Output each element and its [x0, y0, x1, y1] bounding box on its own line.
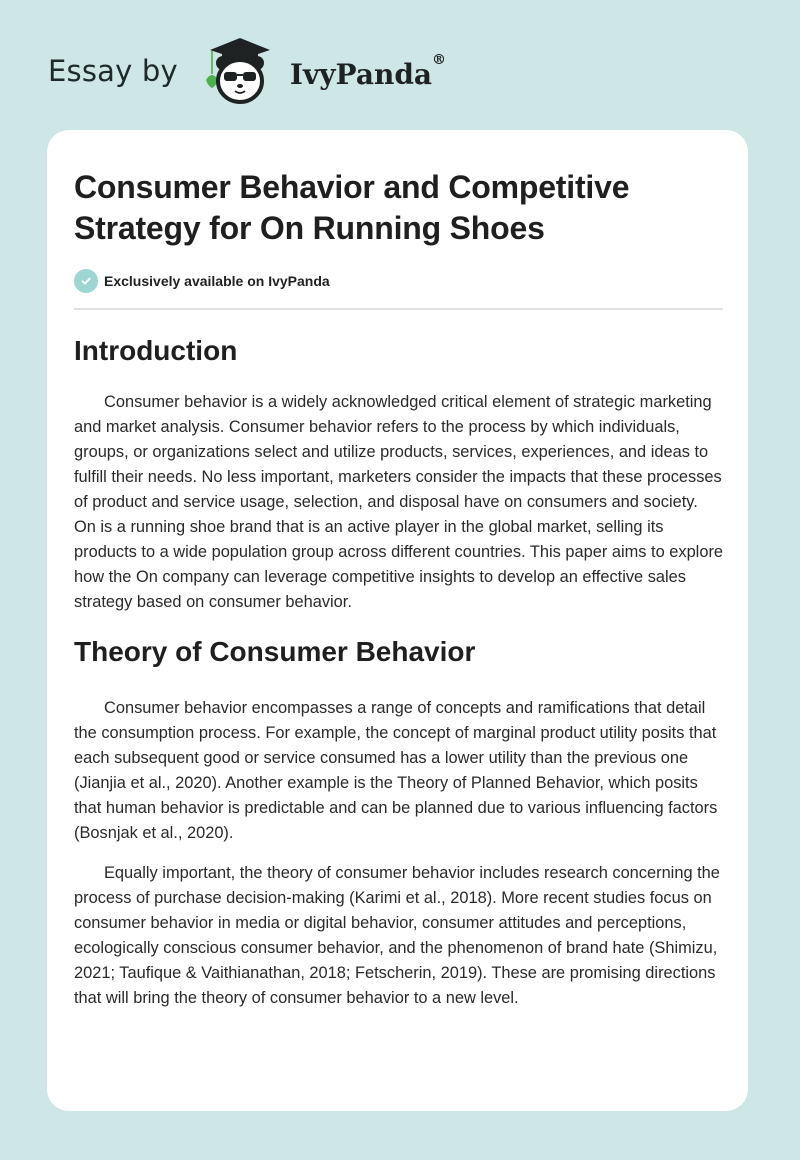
essay-by-label: Essay by: [48, 54, 178, 88]
essay-card: [47, 130, 748, 1111]
paragraph: Consumer behavior encompasses a range of concepts and ramifications that detail the consumption process. For example, the concept of marginal product utility posits that each subsequent good or service consumed has a lower utility than the previous one (Jianjia et al., 2020). Another example is the Theory of Planned Behavior, which posits that human behavior is predictable and can be planned due to various influencing factors (Bosnjak et al., 2020).: [74, 699, 718, 842]
paragraph: Consumer behavior is a widely acknowledged critical element of strategic marketing and market analysis. Consumer behavior refers to the process by which individuals, groups, or organizations select and utilize products, services, experiences, and ideas to fulfill their needs. No less important, marketers consider the impacts that these processes of product and service usage, selection, and disposal have on consumers and society. On is a running shoe brand that is an active player in the global market, selling its products to a wide population group across different countries. This paper aims to explore how the On company can leverage competitive insights to develop an effective sales strategy based on consumer behavior.: [74, 393, 724, 611]
brand-name-text: IvyPanda: [289, 57, 433, 91]
section-introduction: [74, 334, 723, 615]
exclusive-badge: [74, 268, 723, 294]
section-theory-of-consumer-behavior: [74, 635, 723, 1011]
essay-title: Consumer Behavior and Competitive Strategy for On Running Shoes: [74, 169, 630, 246]
paragraph: Equally important, the theory of consumer behavior includes research concerning the process of purchase decision-making (Karimi et al., 2018). More recent studies focus on consumer behavior in media or digital behavior, consumer attitudes and perceptions, ecologically conscious consumer behavior, and the phenomenon of brand hate (Shimizu, 2021; Taufique & Vaithianathan, 2018; Fetscherin, 2019). These are promising directions that will bring the theory of consumer behavior to a new level.: [74, 864, 720, 1007]
registered-mark: ®: [432, 51, 447, 68]
essay-content: [74, 130, 723, 1011]
section-heading-introduction: Introduction: [74, 335, 238, 366]
site-header: [48, 36, 446, 108]
section-heading-theory: Theory of Consumer Behavior: [74, 636, 476, 667]
check-circle-icon: [74, 269, 98, 293]
title-divider: [74, 308, 723, 310]
exclusive-label: Exclusively available on IvyPanda: [104, 273, 330, 289]
panda-logo-icon[interactable]: [196, 36, 284, 108]
brand-name[interactable]: [289, 51, 447, 91]
